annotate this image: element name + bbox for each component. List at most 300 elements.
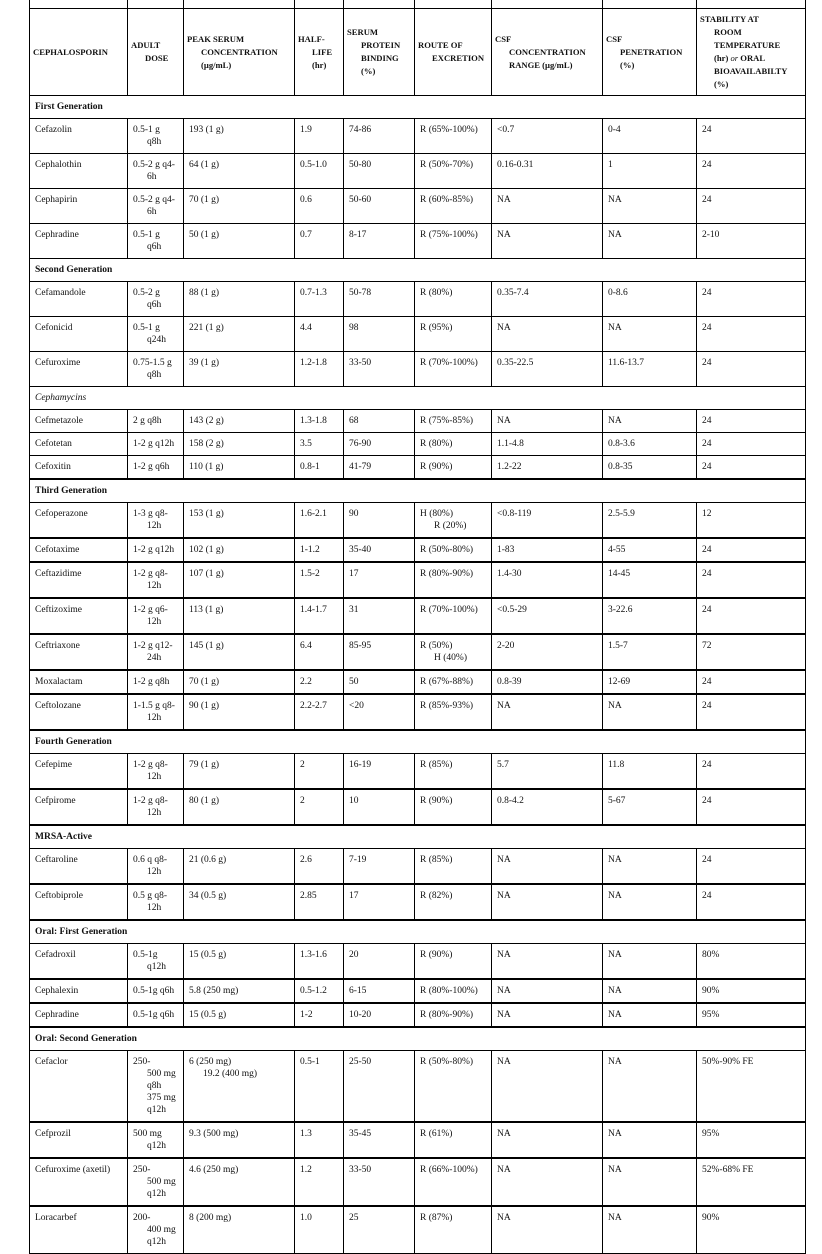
cell-line: 50%-90% FE [702, 1057, 754, 1067]
cell-line: 25 [349, 1213, 359, 1223]
cell-line: (hr) [312, 59, 327, 70]
cell-cephalosporin [30, 317, 128, 352]
cell-line: NA [497, 1010, 511, 1020]
cell-csf-concentration-range [492, 979, 603, 1003]
cell-line: 0.16-0.31 [497, 160, 534, 170]
cell-line: R (90%) [420, 462, 453, 472]
cell-line: 2.85 [300, 891, 317, 901]
cell-line: 31 [349, 605, 359, 615]
cell-route-of-excretion [415, 433, 492, 456]
cell-line: NA [608, 1165, 622, 1175]
cell-line: CONCENTRATION [509, 46, 586, 57]
cell-half-life [295, 317, 344, 352]
cell-peak-serum-concentration [184, 410, 295, 433]
cell-adult-dose [128, 1051, 184, 1123]
cell-line: 33-50 [349, 1165, 372, 1175]
cell-line: 12h [147, 521, 162, 531]
cell-line: 24 [702, 569, 712, 579]
cell-csf-penetration [603, 224, 697, 259]
cell-half-life [295, 789, 344, 825]
cell-serum-protein-binding [344, 1206, 415, 1254]
cell-line: 24h [147, 653, 162, 663]
cell-cephalosporin [30, 944, 128, 980]
cell-line: 0.5-1 g [133, 230, 160, 240]
cell-line: NA [497, 986, 511, 996]
cell-stability-or-bioavailability [697, 119, 806, 154]
table-row [30, 562, 806, 598]
cell-line: Cefoxitin [35, 462, 71, 472]
cell-line: R (70%-100%) [420, 605, 478, 615]
cell-half-life [295, 538, 344, 562]
cell-csf-penetration [603, 598, 697, 634]
cell-line: 0.5-1.2 [300, 986, 327, 996]
cell-line: 98 [349, 323, 359, 333]
cell-csf-penetration [603, 979, 697, 1003]
table-body [30, 96, 806, 1254]
cell-stability-or-bioavailability [697, 224, 806, 259]
cell-cephalosporin [30, 224, 128, 259]
cell-stability-or-bioavailability [697, 456, 806, 480]
cell-line: 14-45 [608, 569, 631, 579]
cell-line: 24 [702, 125, 712, 135]
cell-csf-penetration [603, 754, 697, 790]
cell-line: q24h [147, 335, 166, 345]
cell-csf-concentration-range [492, 503, 603, 539]
table-row [30, 789, 806, 825]
cell-peak-serum-concentration [184, 119, 295, 154]
cell-line: (µg/mL) [201, 59, 232, 70]
table-row [30, 456, 806, 480]
cell-serum-protein-binding [344, 670, 415, 694]
cell-stability-or-bioavailability [697, 154, 806, 189]
cell-line: 88 (1 g) [189, 288, 220, 298]
cell-stability-or-bioavailability [697, 1003, 806, 1027]
cell-peak-serum-concentration [184, 670, 295, 694]
cell-line: 50 [349, 677, 359, 687]
cell-cephalosporin [30, 789, 128, 825]
cell-stability-or-bioavailability [697, 634, 806, 670]
cell-line: 80% [702, 950, 720, 960]
cell-line: Cephradine [35, 1010, 79, 1020]
cell-line: 0.8-35 [608, 462, 633, 472]
cell-line: 9.3 (500 mg) [189, 1129, 239, 1139]
cell-adult-dose [128, 503, 184, 539]
cell-serum-protein-binding [344, 789, 415, 825]
cell-line: 34 (0.5 g) [189, 891, 227, 901]
cell-line: Cephalexin [35, 986, 79, 996]
cell-cephalosporin [30, 562, 128, 598]
cell-line: NA [497, 701, 511, 711]
table-row [30, 670, 806, 694]
cell-serum-protein-binding [344, 119, 415, 154]
cell-line: 0.6 q q8- [133, 855, 168, 865]
cell-serum-protein-binding [344, 562, 415, 598]
cell-line: NA [497, 891, 511, 901]
cell-adult-dose [128, 670, 184, 694]
cell-stability-or-bioavailability [697, 282, 806, 317]
previous-row-sliver [30, 0, 806, 9]
cell-line: 95% [702, 1129, 720, 1139]
cell-line: 50-78 [349, 288, 372, 298]
cell-line: 1.3 [300, 1129, 312, 1139]
table-row [30, 1003, 806, 1027]
header-stability-or-bioavailability [697, 9, 806, 96]
cell-line: q12h [147, 1105, 166, 1115]
cell-line: 2.5-5.9 [608, 509, 635, 519]
cell-line: Cephalothin [35, 160, 82, 170]
cell-csf-concentration-range [492, 1122, 603, 1158]
cell-csf-concentration-range [492, 410, 603, 433]
cell-line: 1-1.2 [300, 545, 320, 555]
cell-csf-penetration [603, 1003, 697, 1027]
cell-line: RANGE (µg/mL) [509, 59, 573, 70]
cell-line: 1-1.5 g q8- [133, 701, 175, 711]
cell-line: R (95%) [420, 323, 453, 333]
cell-line: 50-80 [349, 160, 372, 170]
cell-stability-or-bioavailability [697, 1158, 806, 1206]
cell-line: CSF [495, 33, 512, 44]
cell-cephalosporin [30, 1158, 128, 1206]
cell-line: 76-90 [349, 439, 372, 449]
cell-csf-concentration-range [492, 119, 603, 154]
cell-line: 24 [702, 439, 712, 449]
cell-serum-protein-binding [344, 694, 415, 730]
cell-line: 143 (2 g) [189, 416, 224, 426]
cell-line: 3-22.6 [608, 605, 633, 615]
cell-peak-serum-concentration [184, 944, 295, 980]
cell-line: Ceftazidime [35, 569, 82, 579]
cell-csf-penetration [603, 352, 697, 387]
cell-stability-or-bioavailability [697, 317, 806, 352]
cell-line: Cephradine [35, 230, 79, 240]
cell-adult-dose [128, 352, 184, 387]
cell-line: 0.6 [300, 195, 312, 205]
cell-line: 16-19 [349, 760, 372, 770]
cell-line: 2 g q8h [133, 416, 162, 426]
cell-line: 0.7-1.3 [300, 288, 327, 298]
cell-csf-concentration-range [492, 1206, 603, 1254]
cell-route-of-excretion [415, 119, 492, 154]
cell-line: NA [608, 1010, 622, 1020]
cell-csf-concentration-range [492, 754, 603, 790]
cell-line: 10-20 [349, 1010, 372, 1020]
table-row [30, 1206, 806, 1254]
cell-peak-serum-concentration [184, 317, 295, 352]
cell-route-of-excretion [415, 754, 492, 790]
cell-stability-or-bioavailability [697, 789, 806, 825]
cell-serum-protein-binding [344, 944, 415, 980]
cell-line: 1.1-4.8 [497, 439, 524, 449]
cell-half-life [295, 410, 344, 433]
cell-line: NA [497, 416, 511, 426]
table-row [30, 317, 806, 352]
cell-stability-or-bioavailability [697, 1122, 806, 1158]
cell-line: 12h [147, 617, 162, 627]
cell-line: Loracarbef [35, 1213, 77, 1223]
cell-line: <20 [349, 701, 364, 711]
cell-peak-serum-concentration [184, 598, 295, 634]
cell-line: 50 (1 g) [189, 230, 220, 240]
cell-line: H (40%) [434, 653, 467, 663]
cell-csf-penetration [603, 456, 697, 480]
cell-line: NA [497, 323, 511, 333]
cell-line: 0.35-22.5 [497, 358, 534, 368]
cell-adult-dose [128, 538, 184, 562]
cell-csf-penetration [603, 884, 697, 920]
cell-line: 6.4 [300, 641, 312, 651]
cell-line: CONCENTRATION [201, 46, 278, 57]
cell-line: 1-2 g q6h [133, 462, 170, 472]
cell-line: 95% [702, 1010, 720, 1020]
cell-serum-protein-binding [344, 189, 415, 224]
cell-line: 400 mg [147, 1225, 176, 1235]
cell-line: 158 (2 g) [189, 439, 224, 449]
table-row [30, 503, 806, 539]
cell-line: 5-67 [608, 796, 626, 806]
cell-route-of-excretion [415, 789, 492, 825]
cell-line: NA [497, 1057, 511, 1067]
cell-line: (%) [361, 66, 376, 76]
cell-half-life [295, 1003, 344, 1027]
cell-cephalosporin [30, 1003, 128, 1027]
cell-cephalosporin [30, 849, 128, 885]
header-half-life [295, 9, 344, 96]
cell-adult-dose [128, 598, 184, 634]
header-peak-serum-concentration [184, 9, 295, 96]
cell-csf-concentration-range [492, 634, 603, 670]
section-row [30, 825, 806, 849]
cell-half-life [295, 944, 344, 980]
section-row [30, 1027, 806, 1051]
cell-line: 2.2 [300, 677, 312, 687]
cell-serum-protein-binding [344, 849, 415, 885]
cell-line: Cefotaxime [35, 545, 80, 555]
cell-route-of-excretion [415, 456, 492, 480]
cell-line: Ceftriaxone [35, 641, 80, 651]
cell-line: 0.5 g q8- [133, 891, 168, 901]
cell-line: ADULT [131, 40, 161, 50]
cell-adult-dose [128, 979, 184, 1003]
cell-stability-or-bioavailability [697, 433, 806, 456]
cell-serum-protein-binding [344, 1158, 415, 1206]
cell-line: 21 (0.6 g) [189, 855, 227, 865]
cell-route-of-excretion [415, 317, 492, 352]
cell-csf-concentration-range [492, 598, 603, 634]
cell-route-of-excretion [415, 189, 492, 224]
cell-peak-serum-concentration [184, 352, 295, 387]
cell-adult-dose [128, 1206, 184, 1254]
cell-peak-serum-concentration [184, 694, 295, 730]
cell-line: 1.2-1.8 [300, 358, 327, 368]
cell-stability-or-bioavailability [697, 694, 806, 730]
cell-line: DOSE [145, 53, 169, 63]
cell-line: q12h [147, 962, 166, 972]
cell-line: 153 (1 g) [189, 509, 224, 519]
cell-line: STABILITY AT [700, 14, 759, 24]
cell-csf-penetration [603, 317, 697, 352]
cell-line: 24 [702, 358, 712, 368]
cell-cephalosporin [30, 670, 128, 694]
cell-line: 0-8.6 [608, 288, 628, 298]
cell-line: 0.5-1 g [133, 125, 160, 135]
cell-csf-concentration-range [492, 154, 603, 189]
cell-serum-protein-binding [344, 503, 415, 539]
cell-line: 70 (1 g) [189, 677, 220, 687]
cell-csf-penetration [603, 189, 697, 224]
cell-half-life [295, 119, 344, 154]
cell-route-of-excretion [415, 538, 492, 562]
cell-csf-penetration [603, 1206, 697, 1254]
cell-line: R (80%) [420, 288, 453, 298]
cell-line: 5.8 (250 mg) [189, 986, 239, 996]
cell-peak-serum-concentration [184, 538, 295, 562]
cell-cephalosporin [30, 352, 128, 387]
cell-csf-concentration-range [492, 562, 603, 598]
cell-line: R (87%) [420, 1213, 453, 1223]
cell-line: Cefazolin [35, 125, 72, 135]
cell-cephalosporin [30, 538, 128, 562]
cell-peak-serum-concentration [184, 456, 295, 480]
cell-line: 11.6-13.7 [608, 358, 645, 368]
section-title: Fourth Generation [30, 730, 806, 754]
cell-line: R (75%-100%) [420, 230, 478, 240]
cell-line: Cefpirome [35, 796, 76, 806]
cell-line: PEAK SERUM [187, 33, 245, 44]
cell-line: q8h [147, 137, 162, 147]
cell-half-life [295, 282, 344, 317]
cell-adult-dose [128, 849, 184, 885]
cell-line: 12 [702, 509, 712, 519]
cell-line: 1-2 g q8- [133, 796, 168, 806]
cell-line: Cefuroxime (axetil) [35, 1165, 111, 1175]
cell-line: 41-79 [349, 462, 372, 472]
table-row [30, 754, 806, 790]
cell-line: 35-45 [349, 1129, 372, 1139]
cell-line: 50-60 [349, 195, 372, 205]
cell-csf-penetration [603, 1122, 697, 1158]
cell-line: 6-15 [349, 986, 367, 996]
cell-line: 0.7 [300, 230, 312, 240]
cell-line: 1.4-30 [497, 569, 522, 579]
cell-line: 12h [147, 581, 162, 591]
cell-peak-serum-concentration [184, 634, 295, 670]
cell-line: 6 (250 mg) [189, 1057, 232, 1067]
cell-line: 250- [133, 1165, 151, 1175]
cell-cephalosporin [30, 598, 128, 634]
cell-serum-protein-binding [344, 282, 415, 317]
cell-line: R (66%-100%) [420, 1165, 478, 1175]
cell-stability-or-bioavailability [697, 849, 806, 885]
cell-adult-dose [128, 789, 184, 825]
cell-line: 74-86 [349, 125, 372, 135]
cell-csf-concentration-range [492, 1051, 603, 1123]
cell-line: BIOAVAILABILTY [714, 66, 788, 76]
header-adult-dose [128, 9, 184, 96]
cell-line: 1.6-2.1 [300, 509, 327, 519]
cell-line: 2-10 [702, 230, 720, 240]
cell-route-of-excretion [415, 503, 492, 539]
cell-half-life [295, 979, 344, 1003]
cell-line: R (85%) [420, 855, 453, 865]
cell-line: R (50%-80%) [420, 1057, 474, 1067]
cell-serum-protein-binding [344, 433, 415, 456]
cell-line: Cefprozil [35, 1129, 71, 1139]
cell-serum-protein-binding [344, 1003, 415, 1027]
cell-cephalosporin [30, 410, 128, 433]
header-csf-penetration [603, 9, 697, 96]
cell-line: 0.5-1g q6h [133, 1010, 175, 1020]
cell-line: PROTEIN [361, 40, 401, 50]
cell-line: 24 [702, 796, 712, 806]
cell-line: NA [497, 230, 511, 240]
cell-csf-penetration [603, 282, 697, 317]
cell-line: CSF [606, 33, 623, 44]
cell-peak-serum-concentration [184, 754, 295, 790]
cell-line: Cefaclor [35, 1057, 68, 1067]
cell-cephalosporin [30, 1051, 128, 1123]
cell-cephalosporin [30, 1206, 128, 1254]
cell-csf-penetration [603, 849, 697, 885]
cell-serum-protein-binding [344, 538, 415, 562]
cell-line: Moxalactam [35, 677, 83, 687]
section-row [30, 96, 806, 119]
cell-csf-penetration [603, 1158, 697, 1206]
cell-line: 10 [349, 796, 359, 806]
cell-line: 24 [702, 288, 712, 298]
cell-csf-concentration-range [492, 282, 603, 317]
cell-line: 39 (1 g) [189, 358, 220, 368]
cell-line: (%) [620, 59, 635, 70]
cell-stability-or-bioavailability [697, 503, 806, 539]
cell-serum-protein-binding [344, 352, 415, 387]
cell-line: 90% [702, 1213, 720, 1223]
cell-adult-dose [128, 1003, 184, 1027]
cell-line: 15 (0.5 g) [189, 950, 227, 960]
cell-csf-concentration-range [492, 694, 603, 730]
cell-half-life [295, 189, 344, 224]
cell-line: SERUM [347, 27, 379, 37]
cell-line: 0.8-3.6 [608, 439, 635, 449]
cell-line: 52%-68% FE [702, 1165, 754, 1175]
cell-route-of-excretion [415, 224, 492, 259]
cell-csf-penetration [603, 538, 697, 562]
section-row [30, 730, 806, 754]
cell-adult-dose [128, 884, 184, 920]
cell-line: 1-2 g q12- [133, 641, 173, 651]
table-header-row [30, 9, 806, 96]
cell-cephalosporin [30, 884, 128, 920]
cell-line: 2.2-2.7 [300, 701, 327, 711]
cell-csf-penetration [603, 154, 697, 189]
cell-route-of-excretion [415, 694, 492, 730]
cell-half-life [295, 694, 344, 730]
cell-route-of-excretion [415, 352, 492, 387]
cell-line: 24 [702, 760, 712, 770]
cell-line: 1-2 g q8h [133, 677, 170, 687]
cell-peak-serum-concentration [184, 224, 295, 259]
cell-half-life [295, 503, 344, 539]
cell-half-life [295, 1206, 344, 1254]
cell-half-life [295, 598, 344, 634]
cell-line: NA [608, 195, 622, 205]
cell-serum-protein-binding [344, 598, 415, 634]
cell-line: Ceftobiprole [35, 891, 84, 901]
cell-line: 500 mg [133, 1129, 162, 1139]
cell-serum-protein-binding [344, 410, 415, 433]
cell-line: 1-2 g q12h [133, 545, 175, 555]
cell-line: CEPHALOSPORIN [33, 46, 108, 57]
cell-line: NA [608, 1057, 622, 1067]
